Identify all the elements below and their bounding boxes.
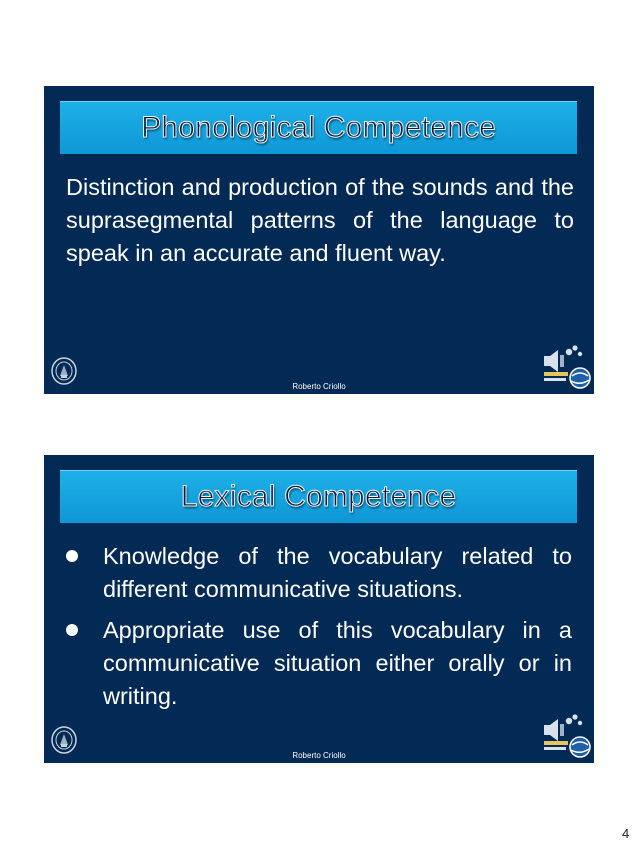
slide-title: Lexical Competence	[180, 480, 457, 513]
slide-body-text: Distinction and production of the sounds and the suprasegmental patterns of the language to speak in an accurate and fluent way.	[66, 174, 574, 266]
slide-title: Phonological Competence	[141, 111, 496, 144]
bullet-dot-icon	[66, 550, 78, 562]
slide-title-bar	[60, 470, 577, 523]
slide-footer-author: Roberto Criollo	[292, 751, 346, 760]
slide-lexical-competence	[44, 455, 594, 763]
bullet-text: Appropriate use of this vocabulary in a communicative situation either orally or in writing.	[103, 617, 572, 709]
bullet-list	[44, 540, 572, 721]
slide-phonological-competence	[44, 86, 594, 394]
bullet-dot-icon	[66, 624, 78, 636]
list-item	[44, 614, 572, 713]
slide-title-bar	[60, 101, 577, 154]
bullet-text: Knowledge of the vocabulary related to different communicative situations.	[103, 543, 572, 602]
list-item	[44, 540, 572, 606]
page-number: 4	[622, 826, 630, 841]
slide-footer-author: Roberto Criollo	[292, 382, 346, 391]
